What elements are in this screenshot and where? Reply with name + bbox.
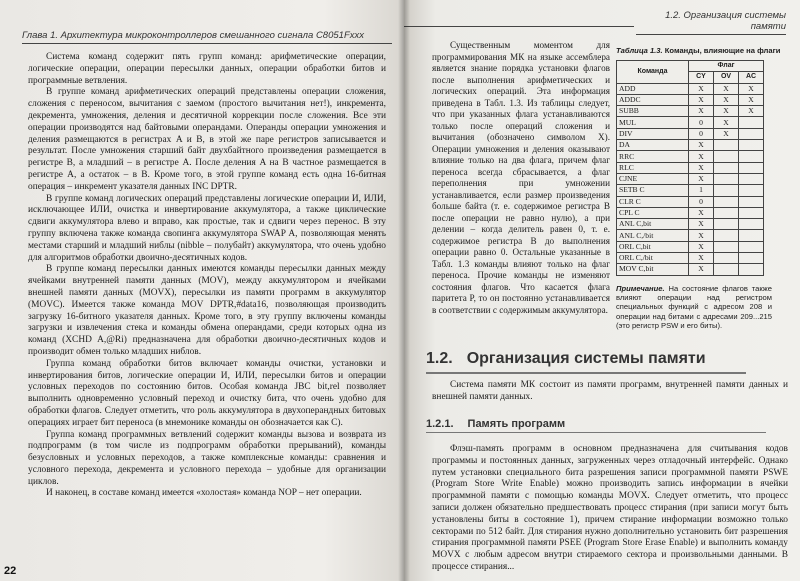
table-cell-cy: X	[689, 173, 714, 184]
table-cell-cy: X	[689, 207, 714, 218]
table-row	[617, 241, 764, 252]
table-row	[617, 117, 764, 128]
table-cell-cy: X	[689, 253, 714, 264]
table-cell-ov	[714, 219, 739, 230]
header-rule	[404, 26, 634, 27]
table-cell-ov	[714, 151, 739, 162]
table-cell-cy: X	[689, 140, 714, 151]
table-cell-cy: 0	[689, 128, 714, 139]
table-cell-ov	[714, 241, 739, 252]
subsection-title: Память программ	[467, 418, 566, 430]
section-number: 1.2.	[426, 350, 453, 367]
table-cell-ov	[714, 173, 739, 184]
table-row	[617, 207, 764, 218]
running-head-left: Глава 1. Архитектура микроконтроллеров смешанного сигнала C8051Fxxx	[22, 30, 392, 44]
table-cell-cy: 0	[689, 196, 714, 207]
note-text: На состояние флагов также влияют операции над регистром специальных функций с адресом 208 и операции над битами с адресами 209...215 (это регистр PSW и его биты).	[616, 283, 772, 331]
table-cell-command: CLR C	[617, 196, 689, 207]
table-cell-ac	[739, 264, 764, 275]
table-cell-ov	[714, 185, 739, 196]
section-heading	[426, 350, 746, 374]
subsection-number: 1.2.1.	[426, 418, 454, 430]
table-cell-command: DA	[617, 140, 689, 151]
table-cell-ac	[739, 151, 764, 162]
table-caption-text: Команды, влияющие на флаги	[664, 46, 781, 55]
table-row	[617, 219, 764, 230]
paragraph: Группа команд программных ветвлений содержит команды вызова и возврата из подпрограмм (в том числе из подпрограмм обработки прерываний), команды безусловных и условных переходов, а также комплексные команды: сравнения и условного перехода, декремента и условного перехода – удобные для организации циклов.	[28, 429, 386, 487]
table-cell-ov	[714, 162, 739, 173]
table-cell-ac	[739, 162, 764, 173]
paragraph: И наконец, в составе команд имеется «холостая» команда NOP – нет операции.	[46, 488, 362, 499]
subsection-body	[432, 444, 788, 574]
table-caption-label: Таблица 1.3.	[616, 46, 663, 55]
table-cell-ac	[739, 196, 764, 207]
table-row	[617, 83, 764, 94]
paragraph: В группе команд логических операций представлены логические операции И, ИЛИ, исключающее ИЛИ, очистка и инвертирование аккумулятора, а также циклические сдвиги аккумулятора влево и вправо, как простые, так и сдвиги через перенос. В эту группу включена также команда свопинга аккумулятора SWAP A, позволяющая менять местами старший и младший ниблы (nibble – полубайт) аккумулятора, что очень удобно для алгоритмов обработки двоично-десятичных кодов.	[28, 193, 386, 263]
table-cell-ov: X	[714, 106, 739, 117]
table-cell-ac	[739, 207, 764, 218]
paragraph: В группе команд арифметических операций представлены операции сложения, сложения с переносом, вычитания с заемом (простого вычитания нет!), инкремента, декремента, умножения, деления и десятичной коррекции после сложения. Все эти операции производятся над байтовыми операндами. Операнды операции умножения и деления размещаются в регистрах A и B, в этой же паре регистров записывается и результат. После умножения старший байт двухбайтного произведения размещается в регистре B, а младший – в регистре A. После деления A на B частное размещается в регистре A, а остаток – в B. Кроме того, в этой группе команд есть одна 16-битная операция – инкремент указателя данных INC DPTR.	[28, 87, 386, 192]
table-cell-ov	[714, 207, 739, 218]
table-row	[617, 128, 764, 139]
table-row	[617, 106, 764, 117]
table-row	[617, 185, 764, 196]
table-cell-cy: X	[689, 106, 714, 117]
table-header-command: Команда	[617, 61, 689, 84]
table-cell-cy: X	[689, 241, 714, 252]
paragraph: Существенным моментом для программирования МК на языке ассемблера является знание порядка установки флагов после выполнения арифметических и логических операций. Эта информация приведена в Табл. 1.3. Из таблицы следует, что при указанных флага устанавливаются только после операций сложения и вычитания (обозначено символом X). Операции умножения и деления оказывают влияние только на два флага, причем флаг переноса всегда сбрасывается, а флаг переполнения при умножении устанавливается, если размер произведения больше байта (т. е. содержимое регистра B после операции не равно нулю), а при делении – когда делитель равен 0, т. е. содержимое регистра B до выполнения операции равно 0. Остальные указанные в Табл. 1.3 команды влияют только на флаг переноса. Прочие команды не изменяют состояния флагов. Что касается флага паритета P, то он постоянно устанавливается в соответствии с содержимым аккумулятора.	[432, 40, 610, 315]
table-cell-ac	[739, 140, 764, 151]
table-row	[617, 264, 764, 275]
table-cell-cy: X	[689, 219, 714, 230]
table-row	[617, 173, 764, 184]
table-cell-command: MOV C,bit	[617, 264, 689, 275]
table-row	[617, 196, 764, 207]
table-cell-ov: X	[714, 83, 739, 94]
table-cell-command: SUBB	[617, 106, 689, 117]
table-cell-command: DIV	[617, 128, 689, 139]
table-cell-command: CPL C	[617, 207, 689, 218]
book-gutter	[398, 0, 410, 581]
table-cell-ac: X	[739, 94, 764, 105]
table-cell-command: SETB C	[617, 185, 689, 196]
table-note	[616, 284, 772, 331]
section-body	[432, 380, 788, 404]
table-cell-ac: X	[739, 83, 764, 94]
table-cell-command: RLC	[617, 162, 689, 173]
table-cell-ac	[739, 128, 764, 139]
table-cell-cy: X	[689, 264, 714, 275]
paragraph: В группе команд пересылки данных имеются команды пересылки данных между ячейками внутренней памяти данных (MOV), между аккумулятором и ячейками внешней памяти данных (MOVX), пересылки из памяти программ в аккумулятор (MOVC). Имеется также команда MOV DPTR,#data16, позволяющая производить загрузку 16-битного указателя данных. Кроме того, в эту группу включены команды загрузки и извлечения стека и команды обмена операндами, среди которых одна из команд (XCHD A,@Ri) предназначена для обработки двоично-десятичных кодов и производит обмен только младших ниблов.	[28, 264, 386, 357]
right-text-column	[432, 40, 610, 316]
table-cell-cy: X	[689, 151, 714, 162]
table-row	[617, 162, 764, 173]
paragraph: Система памяти МК состоит из памяти программ, внутренней памяти данных и внешней памяти данных.	[432, 380, 788, 402]
table-cell-ov	[714, 140, 739, 151]
table-cell-ac	[739, 173, 764, 184]
paragraph: Флэш-память программ в основном предназначена для считывания кодов программы и постоянных данных, загруженных через отладочный интерфейс. Однако путем установки специального бита разрешения записи программной памяти PSWE (Program Store Write Enable) можно производить запись информации в ячейки программной памяти с помощью команды MOVX. Следует отметить, что процесс записи должен обязательно предшествовать процесс стирания (при записи могут быть установлены биты в состояние 1), причем стирание информации возможно только секторами по 512 байт. Для стирания нужно дополнительно установить бит разрешения стирания программной памяти PSEE (Program Store Erase Enable) и выполнить команду MOVX с любым адресом внутри стираемого сектора и произвольными данными. В процессе стирания...	[432, 444, 788, 572]
table-cell-cy: X	[689, 94, 714, 105]
table-header-ac: AC	[739, 72, 764, 83]
table-row	[617, 151, 764, 162]
table-cell-ac	[739, 185, 764, 196]
table-cell-command: ADDC	[617, 94, 689, 105]
table-cell-ov	[714, 196, 739, 207]
right-page	[404, 0, 800, 581]
table-row	[617, 230, 764, 241]
table-cell-command: ORL C,bit	[617, 241, 689, 252]
table-cell-command: RRC	[617, 151, 689, 162]
table-header-cy: CY	[689, 72, 714, 83]
flags-table-body	[617, 83, 764, 275]
table-cell-ov: X	[714, 117, 739, 128]
table-caption	[616, 46, 796, 55]
table-cell-command: ANL C,bit	[617, 219, 689, 230]
table-cell-cy: 1	[689, 185, 714, 196]
table-cell-command: ANL C,/bit	[617, 230, 689, 241]
table-cell-ac	[739, 117, 764, 128]
flags-table	[616, 60, 764, 276]
table-cell-cy: X	[689, 162, 714, 173]
section-title: Организация системы памяти	[466, 350, 706, 367]
table-header-ov: OV	[714, 72, 739, 83]
table-row	[617, 253, 764, 264]
table-cell-ac	[739, 253, 764, 264]
table-row	[617, 94, 764, 105]
page-number-left: 22	[4, 565, 17, 577]
note-label: Примечание.	[616, 283, 665, 293]
table-cell-ov: X	[714, 94, 739, 105]
flags-table-block	[616, 46, 796, 331]
table-cell-ac: X	[739, 106, 764, 117]
table-header-flag: Флаг	[689, 61, 764, 72]
table-row	[617, 140, 764, 151]
paragraph: Система команд содержит пять групп команд: арифметические операции, логические операции, операции пересылки данных, операции обработки битов и программные ветвления.	[28, 52, 386, 86]
paragraph: Группа команд обработки битов включает команды очистки, установки и инвертирования битов, логические операции И, ИЛИ, пересылки битов и операции условных переходов по состоянию битов. Особая команда JBC bit,rel позволяет выполнить одновременно условный переход и очистку бита, что очень удобно для обработки флагов. Следует отметить, что роль аккумулятора в двухоперандных битовых операциях играет бит переноса (в мнемонике команды он обозначается как C).	[28, 358, 386, 428]
table-cell-ov	[714, 230, 739, 241]
table-cell-ac	[739, 219, 764, 230]
table-cell-command: ORL C,/bit	[617, 253, 689, 264]
table-cell-cy: 0	[689, 117, 714, 128]
table-cell-ov	[714, 253, 739, 264]
table-cell-ov: X	[714, 128, 739, 139]
table-cell-ac	[739, 230, 764, 241]
running-head-right: 1.2. Организация системы памяти	[636, 10, 786, 35]
table-cell-ac	[739, 241, 764, 252]
table-cell-ov	[714, 264, 739, 275]
table-cell-cy: X	[689, 83, 714, 94]
table-cell-command: ADD	[617, 83, 689, 94]
left-text-column	[28, 52, 386, 500]
table-cell-command: CJNE	[617, 173, 689, 184]
subsection-heading	[426, 418, 766, 433]
table-cell-command: MUL	[617, 117, 689, 128]
table-cell-cy: X	[689, 230, 714, 241]
